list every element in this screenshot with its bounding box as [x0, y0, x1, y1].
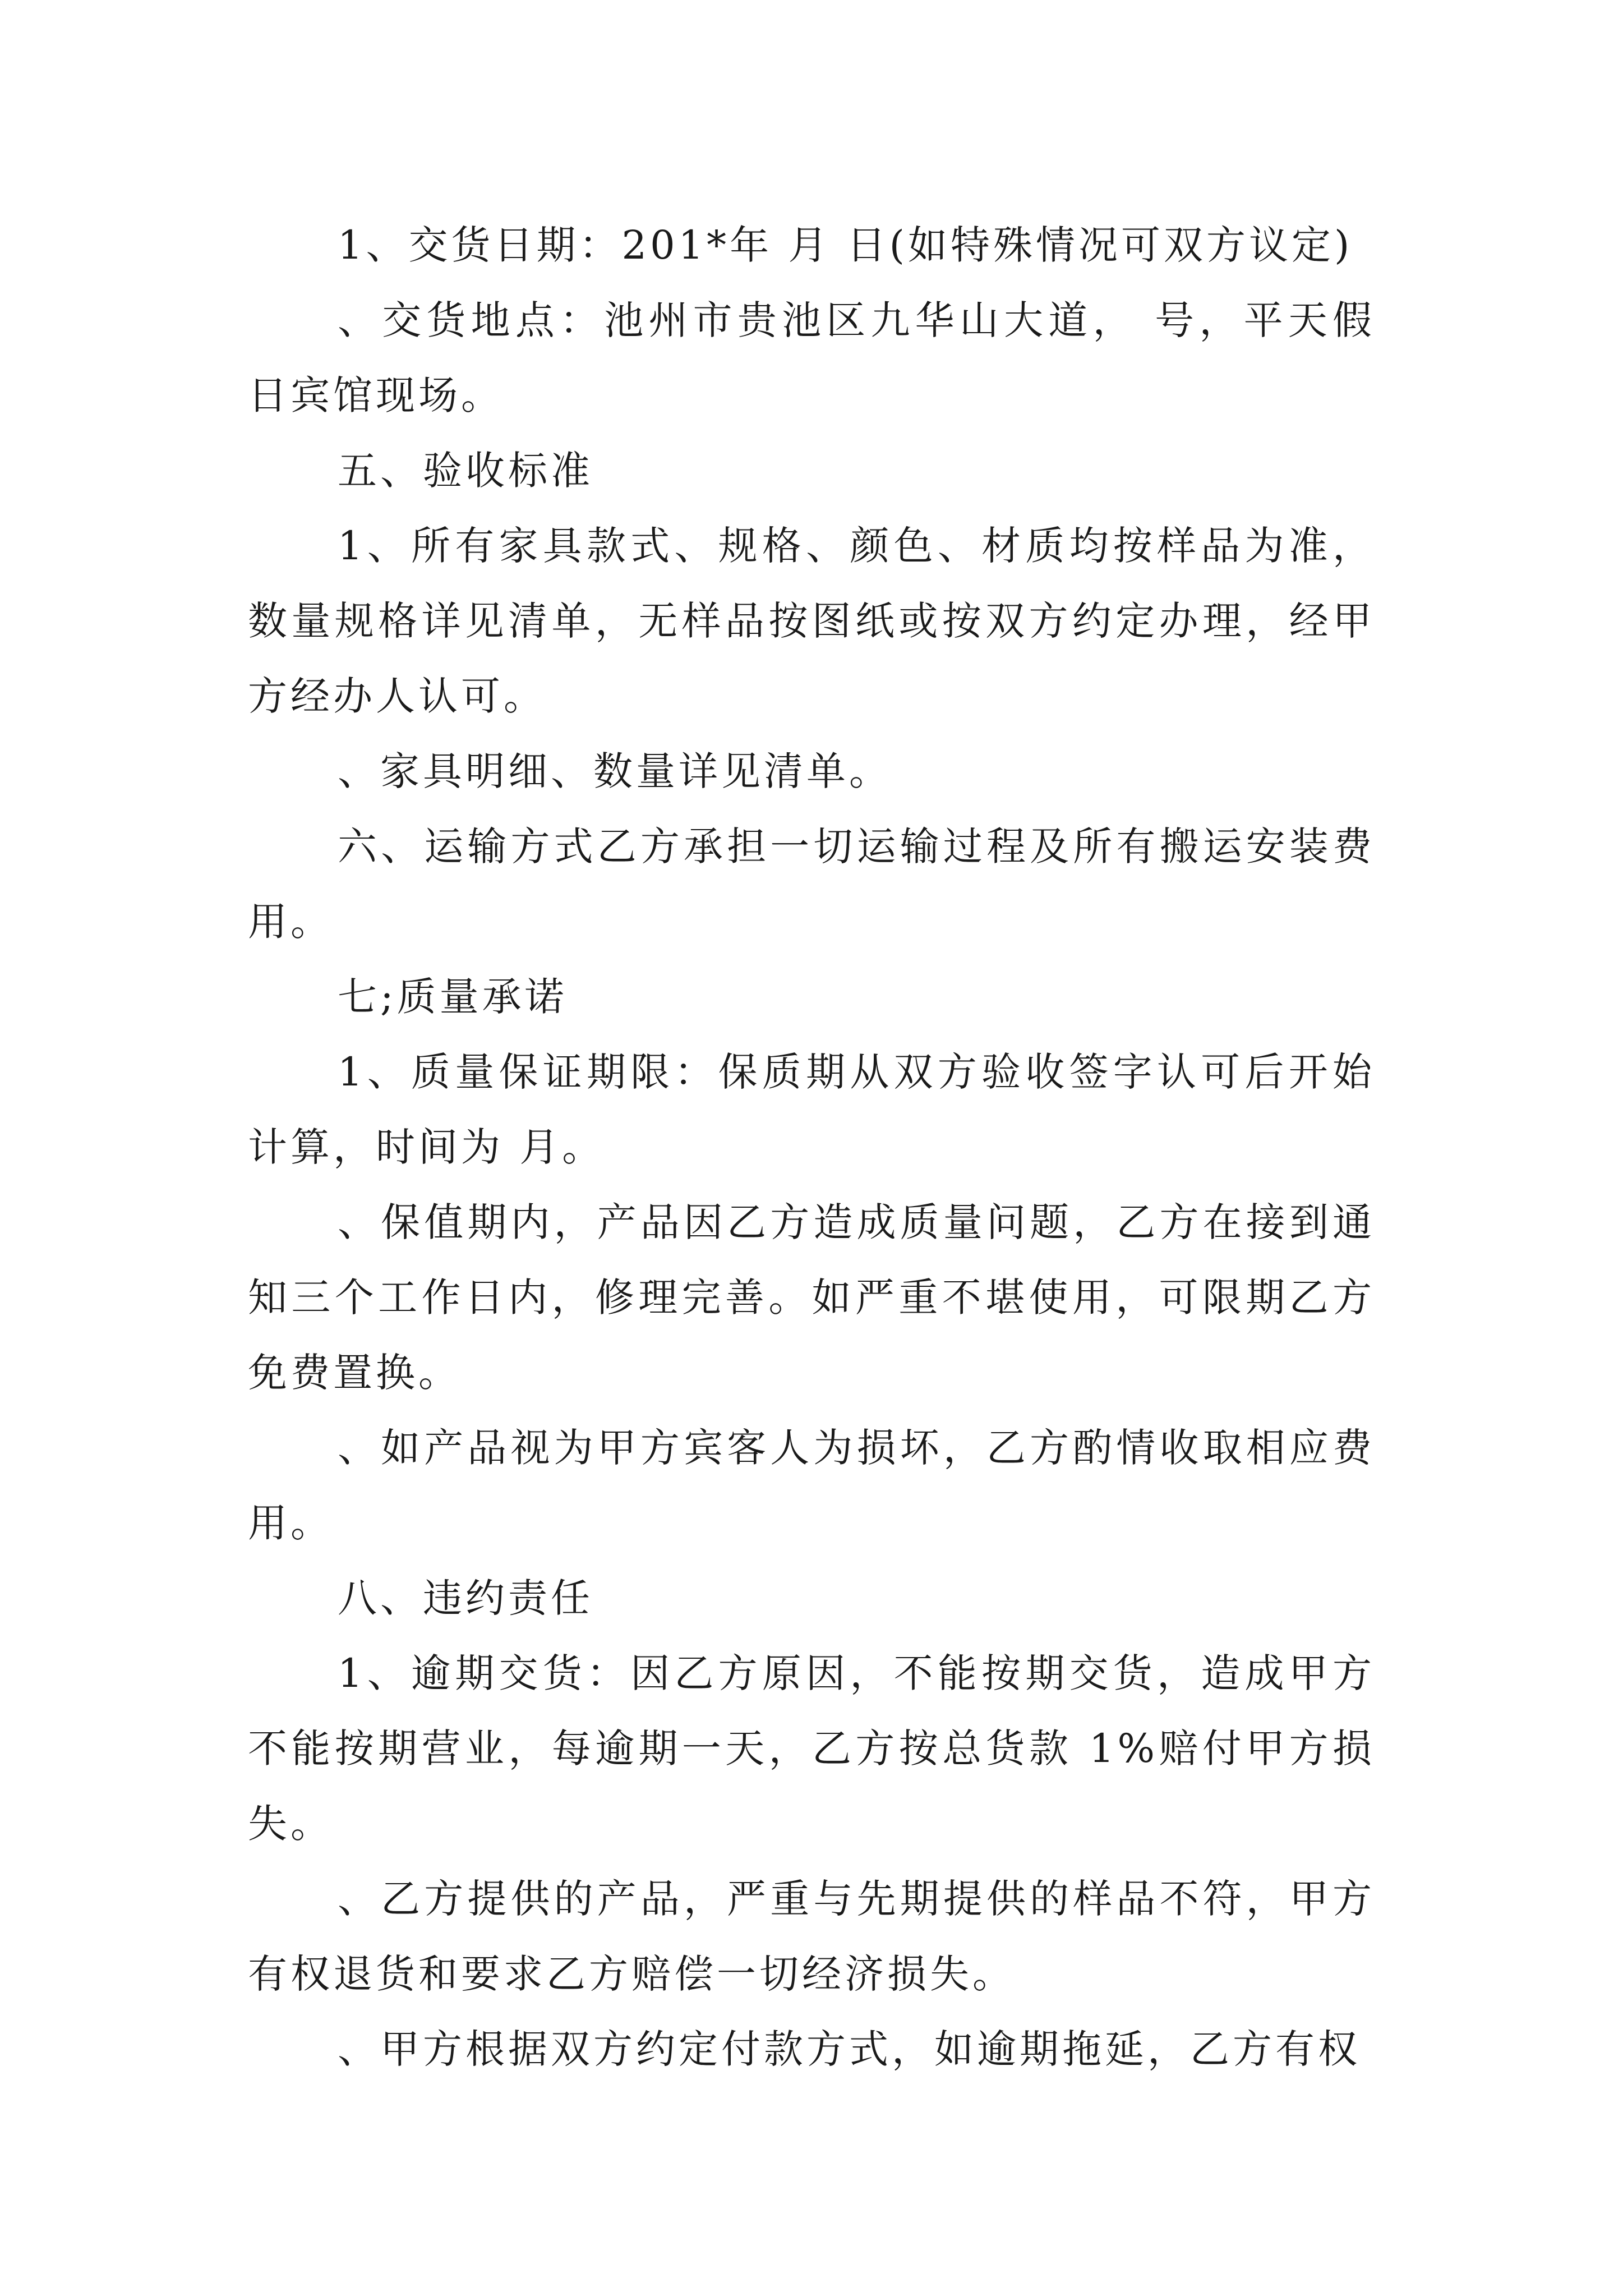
paragraph-breach-item-3: 、甲方根据双方约定付款方式，如逾期拖延，乙方有权	[338, 2026, 1361, 2072]
paragraph-breach-item-2: 、乙方提供的产品，严重与先期提供的样品不符，甲方有权退货和要求乙方赔偿一切经济损失。	[248, 1876, 1375, 1997]
paragraph-quality-item-3: 、如产品视为甲方宾客人为损坏，乙方酌情收取相应费用。	[248, 1425, 1375, 1546]
heading-quality-commitment: 七;质量承诺	[338, 974, 568, 1020]
document-body	[248, 208, 1375, 2087]
paragraph-quality-item-1: 1、质量保证期限：保质期从双方验收签字认可后开始计算，时间为 月。	[248, 1049, 1375, 1170]
heading-transport-method: 六、运输方式乙方承担一切运输过程及所有搬运安装费用。	[248, 823, 1375, 945]
paragraph-delivery-date: 1、交货日期：201*年 月 日(如特殊情况可双方议定)	[338, 222, 1353, 268]
paragraph-acceptance-item-2: 、家具明细、数量详见清单。	[338, 748, 892, 794]
paragraph-breach-item-1: 1、逾期交货：因乙方原因，不能按期交货，造成甲方不能按期营业，每逾期一天，乙方按总货款 1%赔付甲方损失。	[248, 1650, 1375, 1847]
heading-acceptance-standard: 五、验收标准	[338, 448, 593, 494]
paragraph-acceptance-item-1: 1、所有家具款式、规格、颜色、材质均按样品为准，数量规格详见清单，无样品按图纸或按双方约定办理，经甲方经办人认可。	[248, 523, 1375, 719]
paragraph-delivery-location: 、交货地点：池州市贵池区九华山大道， 号，平天假日宾馆现场。	[248, 297, 1375, 418]
heading-breach-liability: 八、违约责任	[338, 1575, 593, 1621]
paragraph-quality-item-2: 、保值期内，产品因乙方造成质量问题，乙方在接到通知三个工作日内，修理完善。如严重不堪使用，可限期乙方免费置换。	[248, 1199, 1375, 1396]
